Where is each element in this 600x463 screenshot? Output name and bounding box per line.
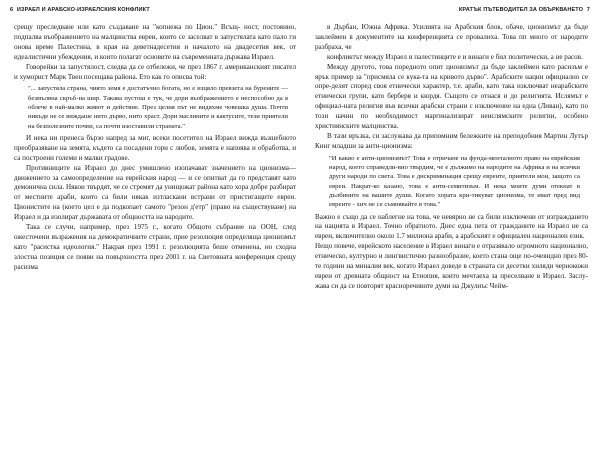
left-page-body <box>14 23 296 455</box>
left-running-header <box>8 7 300 17</box>
left-paragraph-4: Противниците на Израел до днес умишлено изопачават значението на ционизма—движението за самоопределение на еврейския народ — и се опитват да го представят като демонична сила. Някои твърдят, че се стремят да унищожат района като хора добре разбират от местните араби, които са били някак изтласкани встрани от пристигащите евреи. Ционистите на (което цел е да подкопает самото "резон д'етр" (право на съществуване) на Израел и да изолират държавата от общността на народите. <box>14 163 296 222</box>
left-page-number: 6 <box>10 7 14 13</box>
right-paragraph-4: В тази връзка, си заслужава да припомним бележките на преподобния Мартин Лутър Кинг младши за анти-ционизма: <box>315 131 588 150</box>
right-page <box>309 0 592 463</box>
left-running-title: ИЗРАЕЛ И АРАБСКО-ИЗРАЕЛСКИЯ КОНФЛИКТ <box>16 7 150 13</box>
left-quote-twain: "... запустяла страна, чиято земя е достатъчно богата, но е изцяло превзета на бурените — безмълвна скръб-на шир. Такава пустош е тук, че дори въображението е неспособно да я облече в най-малко живот и действие. През целия път не видяхме човешка душа. Почти никъде не се виждаше нито дърво, нито храст. Дори маслините и кактусите, тези приятели на безполезните почви, са почти изоставили страната." <box>28 85 288 130</box>
right-running-header <box>309 7 592 17</box>
left-page <box>8 0 300 463</box>
left-paragraph-2: Говорейки за запустялост, следва да се отбележи, че през 1867 г. американският писател и хуморист Марк Твен посещава района. Ето как го описва той: <box>14 62 296 81</box>
right-paragraph-3: Между другото, това поредното опит ционизмът да бъде заклеймен като расизъм е ярък пример за "присмяла се кука-та на кривото дърво". Арабските нации официално се опре-делят според своя етнически характер, т.е. араби, като така изключват неарабските етнически групи, като берберя и кюрдя. Същото се отнася и до религията. Ислямът е официал-ната религия във всички арабски страни с изключение на една (Ливан), като по този начин по необходимост маргинализират неислямските религии, особено християнските малцинства. <box>315 62 588 131</box>
left-paragraph-1: срещу преследване или като създаване на "копнежа по Цион." Всъщ- ност, постоянно, подпалва въображението на малцинства евреи, които се заселват в запустялата като пало ги онова време Палестина, в края на деветнадесетия и началото на двадесетия век, от идеалистични убеждения, и които полагат основите на съвременната държава Израел. <box>14 23 296 61</box>
left-paragraph-5: Така се случи, например, през 1975 г., когато Общото събрание на ООН, след ожесточени възражения на демократичните страни, прие резолюция определяща ционизмът като "расистка идеология." Накрая през 1991 г. резолюцията беше отменена, но сходна злостна позиция се появи на повърхността през 2001 г. на Световната конференция срещу расизма <box>14 223 296 271</box>
right-page-body <box>315 23 588 455</box>
right-paragraph-6: Нещо повече, еврейското население в Израел винаги е отразявало огромното национално, етническо, културно и лингвистично разнообразие, което стана още по-очевидно през 80- те години на миналия век, когато Израел доведе в страната си десетки хиляди чернокожи евреи от древната общност на Етиопия, които мечтаеха за преселване в Израел. Заслу-жава си да се повторят красноречивите думи на Джулиъс Чейм- <box>315 242 588 290</box>
right-page-number: 7 <box>586 7 590 13</box>
right-paragraph-1: в Дърбан, Южна Африка. Усилията на Арабския блок, обаче, ционизмът да бъде заклеймен в документите на конференцията се провалиха. Това пп много от народите разбраха, че <box>315 23 588 51</box>
right-quote-king: "И какво е анти-ционизмът? Това е отричане на фунда-менталното право на еврейския народ, което справедли-вио твърдим, че е дължимо на народите на Африка и на всички други народи по света. Това е дискриминация срещу евреите, приятели мои, защото са евреи. Накрат-ко казано, това е анти-семитизъм. И нека моите думи отекнат в дълбините на вашите души. Когато хората кри-тикуват ционизма, те имат пред вид евреите - хич не се съмнявайте в това." <box>329 154 580 209</box>
right-paragraph-2: конфликтът между Израел и палестинците е и винаги е бил политически, а не расов. <box>327 52 583 61</box>
left-paragraph-3: И нека ни пренеса бързо напред за миг, всеки посетител на Израел вижда възшебното преобразяване на земята, където са посадени гори с любов, земята е напоява и обработва, и са построени големи и малки градове. <box>14 133 296 162</box>
right-paragraph-5: Важно е също да се наблегне на това, че невярно не са били изключени от изграждането на нацията в Израел. Точно обратното. Днес една пета от гражданите на Израел не са евреи, включително около 1.7 милиона араби, а арабският е официален национален език. <box>315 212 588 241</box>
right-running-title: КРАТЪК ПЪТЕВОДИТЕЛ ЗА ОБЪРКВАНЕТО <box>458 7 584 13</box>
